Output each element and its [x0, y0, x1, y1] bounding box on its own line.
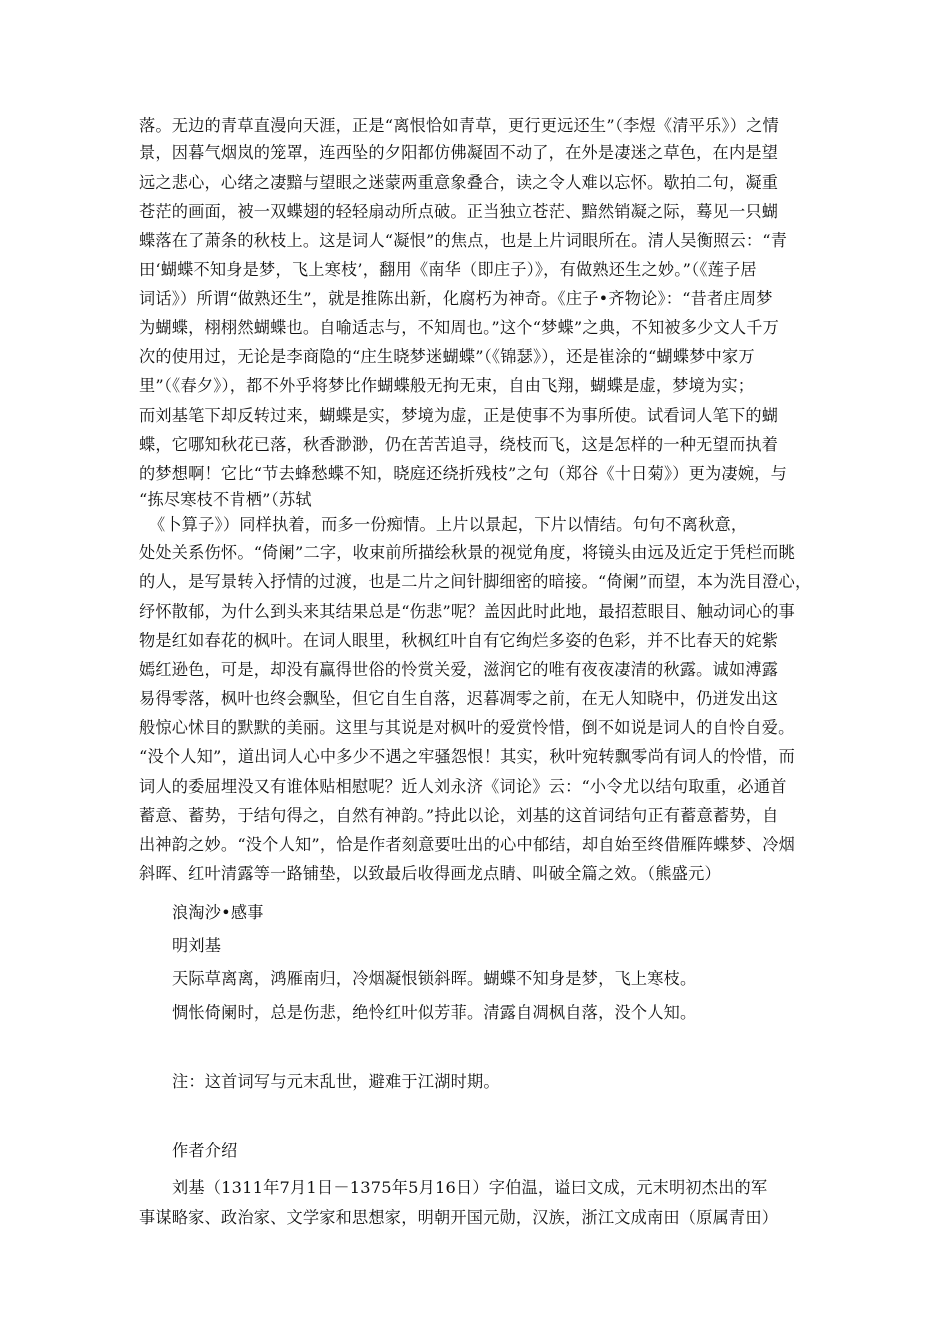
commentary-line: 为蝴蝶，栩栩然蝴蝶也。自喻适志与，不知周也。”这个“梦蝶”之典，不知被多少文人千万 — [139, 318, 780, 337]
poem-line: 惆怅倚阑时，总是伤悲，绝怜红叶似芳菲。清露自凋枫自落，没个人知。 — [172, 1003, 697, 1022]
commentary-line: 里”（《春夕》），都不外乎将梦比作蝴蝶般无拘无束，自由飞翔，蝴蝶是虚，梦境为实； — [139, 376, 755, 395]
commentary-line: 蓄意、蓄势，于结句得之，自然有神韵。”持此以论，刘基的这首词结句正有蓄意蓄势，自 — [139, 806, 779, 825]
commentary-line: 田‘蝴蝶不知身是梦，飞上寒枝’，翻用《南华（即庄子）》，有做熟还生之妙。”（《莲子居 — [139, 260, 757, 279]
commentary-line: 斜晖、红叶清露等一路铺垫，以致最后收得画龙点睛、叫破全篇之效。（熊盛元） — [139, 864, 721, 883]
poem-note: 注：这首词写与元末乱世，避难于江湖时期。 — [172, 1072, 500, 1091]
commentary-line: 蝶落在了萧条的秋枝上。这是词人“凝恨”的焦点，也是上片词眼所在。清人吴衡照云：“青 — [139, 231, 788, 250]
commentary-line: 苍茫的画面，被一双蝶翅的轻轻扇动所点破。正当独立苍茫、黯然销凝之际，蓦见一只蝴 — [139, 202, 779, 221]
commentary-line: 词人的委屈埋没又有谁体贴相慰呢？近人刘永济《词论》云：“小令尤以结句取重，必通首 — [139, 777, 787, 796]
author-bio-line: 刘基（1311年7月1日－1375年5月16日）字伯温，谥曰文成，元末明初杰出的军 — [172, 1178, 768, 1197]
commentary-line: “没个人知”，道出词人心中多少不遇之牢骚怨恨！其实，秋叶宛转飘零尚有词人的怜惜，而 — [139, 747, 796, 766]
author-bio-line: 事谋略家、政治家、文学家和思想家，明朝开国元勋，汉族，浙江文成南田（原属青田） — [139, 1208, 779, 1227]
commentary-line: 落。无边的青草直漫向天涯，正是“离恨恰如青草，更行更远还生”（李煜《清平乐》）之情 — [139, 116, 779, 135]
commentary-line: “拣尽寒枝不肯栖”（苏轼 — [139, 490, 312, 509]
commentary-line: 般惊心怵目的默默的美丽。这里与其说是对枫叶的爱赏怜惜，倒不如说是词人的自怜自爱。 — [139, 718, 795, 737]
commentary-line: 的梦想啊！它比“节去蜂愁蝶不知，晓庭还绕折残枝”之句（郑谷《十日菊》）更为凄婉，与 — [139, 464, 787, 483]
commentary-line: 纾怀散郁，为什么到头来其结果总是“伤悲”呢？盖因此时此地，最招惹眼目、触动词心的事 — [139, 602, 796, 621]
commentary-line: 处处关系伤怀。“倚阑”二字，收束前所描绘秋景的视觉角度，将镜头由远及近定于凭栏而眺 — [139, 543, 796, 562]
poem-line: 天际草离离，鸿雁南归，冷烟凝恨锁斜晖。蝴蝶不知身是梦，飞上寒枝。 — [172, 969, 697, 988]
commentary-line: 次的使用过，无论是李商隐的“庄生晓梦迷蝴蝶”（《锦瑟》），还是崔涂的“蝴蝶梦中家万 — [139, 347, 755, 366]
commentary-line: 易得零落，枫叶也终会飘坠，但它自生自落，迟暮凋零之前，在无人知晓中，仍迸发出这 — [139, 689, 779, 708]
commentary-line: 的人，是写景转入抒情的过渡，也是二片之间针脚细密的暗接。“倚阑”而望，本为洗目澄心， — [139, 572, 812, 591]
commentary-line: 蝶，它哪知秋花已落，秋香渺渺，仍在苦苦追寻，绕枝而飞，这是怎样的一种无望而执着 — [139, 435, 779, 454]
commentary-line: 词话》）所谓“做熟还生”，就是推陈出新，化腐朽为神奇。《庄子•齐物论》：“昔者庄周梦 — [139, 289, 773, 308]
commentary-line: 《卜算子》）同样执着，而多一份痴情。上片以景起，下片以情结。句句不离秋意， — [149, 515, 748, 534]
poem-author: 明刘基 — [172, 936, 222, 955]
commentary-line: 景，因暮气烟岚的笼罩，连西坠的夕阳都仿佛凝固不动了，在外是凄迷之草色，在内是望 — [139, 143, 779, 162]
commentary-line: 远之悲心，心绪之凄黯与望眼之迷蒙两重意象叠合，读之令人难以忘怀。歇拍二句，凝重 — [139, 173, 779, 192]
commentary-line: 物是红如春花的枫叶。在词人眼里，秋枫红叶自有它绚烂多姿的色彩，并不比春天的姹紫 — [139, 631, 779, 650]
poem-title: 浪淘沙•感事 — [172, 903, 264, 922]
commentary-line: 出神韵之妙。“没个人知”，恰是作者刻意要吐出的心中郁结，却自始至终借雁阵蝶梦、冷烟 — [139, 835, 796, 854]
commentary-line: 而刘基笔下却反转过来，蝴蝶是实，梦境为虚，正是使事不为事所使。试看词人笔下的蝴 — [139, 406, 779, 425]
commentary-line: 嫣红逊色，可是，却没有赢得世俗的怜赏关爱，滋润它的唯有夜夜凄清的秋露。诚如溥露 — [139, 660, 779, 679]
author-heading: 作者介绍 — [172, 1141, 238, 1160]
